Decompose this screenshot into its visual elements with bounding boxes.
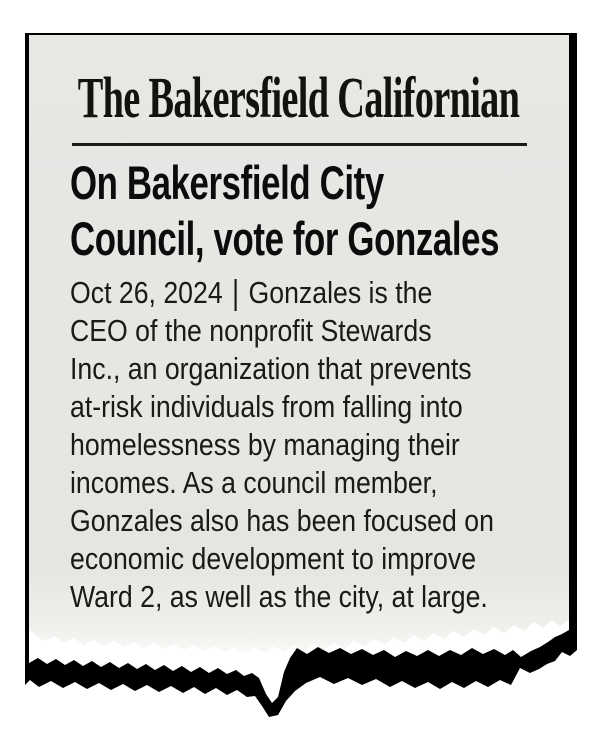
body-line: at-risk individuals from falling into	[70, 389, 463, 424]
body-line: homelessness by managing their	[70, 427, 460, 462]
body-line	[70, 274, 533, 312]
body-line: Inc., an organization that prevents	[70, 351, 472, 386]
body-line: economic development to improve	[70, 541, 477, 576]
body-line: Gonzales also has been focused on	[70, 503, 494, 538]
article-body	[70, 274, 530, 616]
body-line-1-text: Gonzales is the	[248, 275, 433, 310]
body-line: incomes. As a council member,	[70, 465, 438, 500]
article-headline	[70, 155, 530, 267]
headline-line-1: On Bakersfield City	[70, 156, 384, 209]
article-date: Oct 26, 2024	[70, 275, 223, 310]
body-line: CEO of the nonprofit Stewards	[70, 313, 432, 348]
masthead-rule	[72, 143, 527, 146]
headline-line-2: Council, vote for Gonzales	[70, 212, 500, 265]
masthead-title: The Bakersfield Californian	[78, 65, 520, 130]
body-line: Ward 2, as well as the city, at large.	[70, 579, 488, 614]
date-separator: |	[232, 272, 240, 313]
